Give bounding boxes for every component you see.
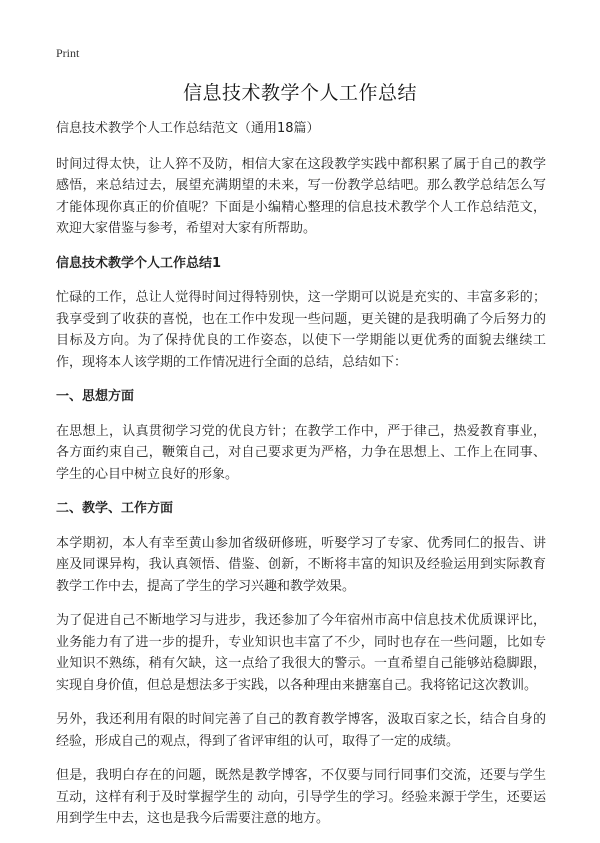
document-body	[56, 118, 546, 843]
heading-thought: 一、思想方面	[56, 389, 135, 404]
teaching-paragraph-3: 另外，我还利用有限的时间完善了自己的教育教学博客，汲取百家之长，结合自身的经验，形成自己的观点，得到了省评审组的认可，取得了一定的成绩。	[56, 712, 546, 749]
document-subtitle: 信息技术教学个人工作总结范文（通用18篇）	[56, 121, 320, 136]
teaching-paragraph-1: 本学期初，本人有幸至黄山参加省级研修班，听娶学习了专家、优秀同仁的报告、讲座及同课异构，我认真领悟、借鉴、创新，不断将丰富的知识及经验运用到实际教育教学工作中去，提高了学生的学习兴趣和教学效果。	[56, 535, 546, 594]
thought-paragraph: 在思想上，认真贯彻学习党的优良方针；在教学工作中，严于律己，热爱教育事业，各方面约束自己，鞭策自己，对自己要求更为严格，力争在思想上、工作上在同事、学生的心目中树立良好的形象。	[56, 423, 546, 482]
print-link[interactable]: Print	[56, 46, 80, 60]
section-intro-paragraph: 忙碌的工作，总让人觉得时间过得特别快，这一学期可以说是充实的、丰富多彩的；我享受到了收获的喜悦，也在工作中发现一些问题，更关键的是我明确了今后努力的目标及方向。为了保持优良的工作姿态，以使下一学期能以更优秀的面貌去继续工作，现将本人该学期的工作情况进行全面的总结，总结如下：	[56, 290, 546, 370]
document-title: 信息技术教学个人工作总结	[182, 82, 417, 104]
teaching-paragraph-2: 为了促进自己不断地学习与进步，我还参加了今年宿州市高中信息技术优质课评比，业务能力有了进一步的提升，专业知识也丰富了不少，同时也存在一些问题，比如专业知识不熟练，稍有欠缺，这一点给了我很大的警示。一直希望自己能够站稳脚跟，实现自身价值，但总是想法多于实践，以各种理由来搪塞自己。我将铭记这次教训。	[56, 613, 546, 693]
section-title: 信息技术教学个人工作总结1	[56, 255, 222, 271]
teaching-paragraph-4: 但是，我明白存在的问题，既然是教学博客，不仅要与同行同事们交流，还要与学生互动，这样有利于及时掌握学生的 动向，引导学生的学习。经验来源于学生，还要运用到学生中去，这也是我今后需要注意的地方。	[56, 768, 546, 826]
intro-paragraph: 时间过得太快，让人猝不及防，相信大家在这段教学实践中都积累了属于自己的教学感悟，来总结过去，展望充满期望的未来，写一份教学总结吧。那么教学总结怎么写才能体现你真正的价值呢？下面是小编精心整理的信息技术教学个人工作总结范文，欢迎大家借鉴与参考，希望对大家有所帮助。	[56, 156, 546, 236]
heading-teaching-work: 二、教学、工作方面	[56, 501, 174, 516]
